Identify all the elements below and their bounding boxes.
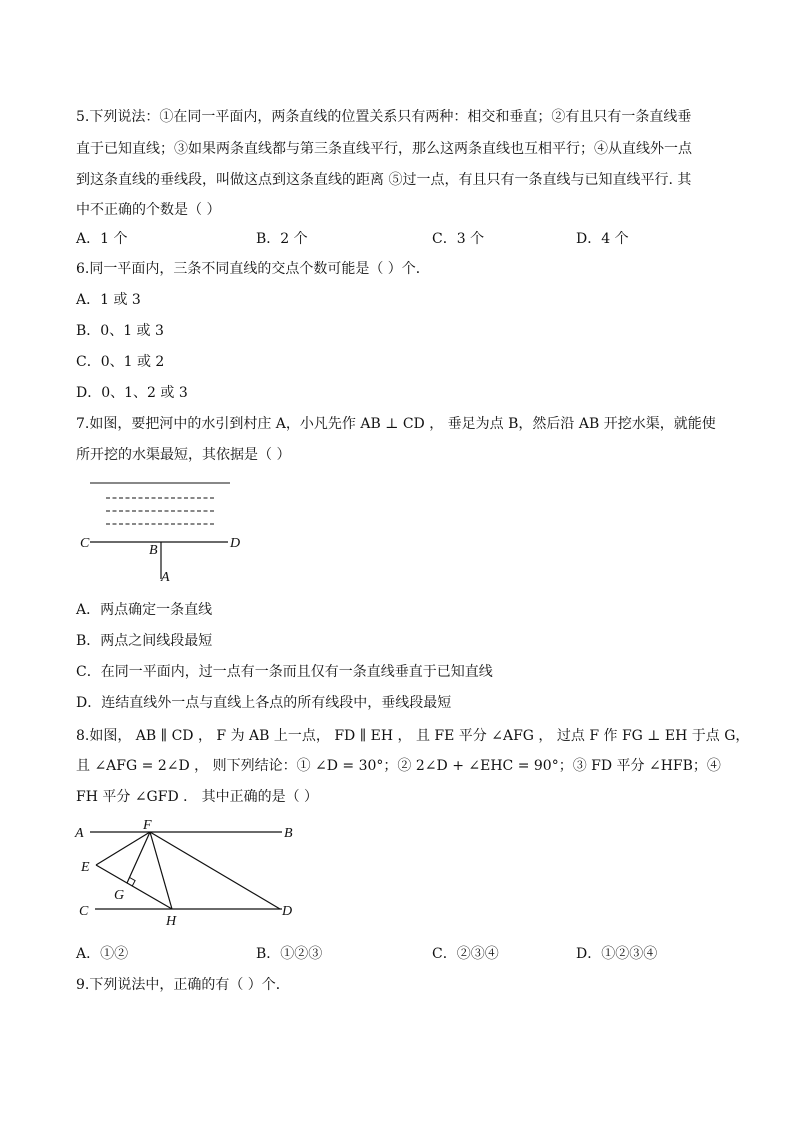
q8-option-a: A．①② [76, 946, 129, 962]
label-a: A [75, 826, 84, 841]
q5-stem-line-2: 直于已知直线；③如果两条直线都与第三条直线平行，那么这两条直线也互相平行；④从直线外一点 [76, 141, 692, 157]
q6-option-a: A．1 或 3 [76, 292, 141, 308]
q7-river-figure [70, 475, 260, 590]
label-f: F [143, 818, 152, 833]
segment-fe [96, 832, 150, 865]
label-c: C [80, 536, 90, 551]
label-b: B [149, 543, 158, 558]
label-g: G [114, 888, 125, 903]
label-c: C [79, 904, 89, 919]
q5-stem-line-3: 到这条直线的垂线段，叫做这点到这条直线的距离 ⑤过一点，有且只有一条直线与已知直线平行. 其 [76, 172, 692, 188]
label-d: D [282, 904, 293, 919]
q8-option-d: D．①②③④ [576, 946, 658, 962]
q7-stem-line-2: 所开挖的水渠最短，其依据是（ ） [76, 447, 291, 463]
q7-option-a: A．两点确定一条直线 [76, 602, 213, 618]
q5-option-d: D．4 个 [576, 231, 629, 247]
q7-stem-line-1: 7.如图，要把河中的水引到村庄 A，小凡先作 AB ⊥ CD ， 垂足为点 B，然后沿 AB 开挖水渠，就能使 [76, 416, 716, 432]
q5-stem-line-1: 5.下列说法：①在同一平面内，两条直线的位置关系只有两种：相交和垂直；②有且只有一条直线垂 [76, 109, 692, 125]
q6-option-c: C．0、1 或 2 [76, 354, 165, 370]
q7-option-d: D．连结直线外一点与直线上各点的所有线段中，垂线段最短 [76, 695, 452, 711]
q7-option-c: C．在同一平面内，过一点有一条而且仅有一条直线垂直于已知直线 [76, 664, 493, 680]
q8-option-c: C．②③④ [432, 946, 499, 962]
q6-stem: 6.同一平面内，三条不同直线的交点个数可能是（ ）个． [76, 261, 430, 277]
q8-stem-line-1: 8.如图， AB ∥ CD ， F 为 AB 上一点， FD ∥ EH ， 且 FE 平分 ∠AFG ， 过点 F 作 FG ⊥ EH 于点 G， [76, 728, 750, 744]
segment-eh [96, 865, 172, 909]
q5-option-a: A．1 个 [76, 231, 128, 247]
q8-stem-line-3: FH 平分 ∠GFD ． 其中正确的是（ ） [76, 789, 319, 805]
label-h: H [166, 914, 177, 929]
q6-option-d: D．0、1、2 或 3 [76, 385, 188, 401]
q9-stem: 9.下列说法中，正确的有（ ）个． [76, 977, 290, 993]
segment-fd [150, 832, 280, 909]
label-b: B [284, 826, 293, 841]
q8-option-b: B．①②③ [256, 946, 323, 962]
q5-option-b: B．2 个 [256, 231, 308, 247]
label-a: A [161, 570, 170, 585]
q8-stem-line-2: 且 ∠AFG = 2∠D ， 则下列结论：① ∠D = 30°；② 2∠D + ∠EHC = 90°；③ FD 平分 ∠HFB；④ [76, 758, 721, 774]
q7-option-b: B．两点之间线段最短 [76, 633, 213, 649]
q8-geometry-figure [70, 815, 310, 935]
q6-option-b: B．0、1 或 3 [76, 323, 164, 339]
label-d: D [230, 536, 241, 551]
label-e: E [81, 860, 90, 875]
q5-stem-line-4: 中不正确的个数是（ ） [76, 202, 221, 218]
q5-option-c: C．3 个 [432, 231, 485, 247]
